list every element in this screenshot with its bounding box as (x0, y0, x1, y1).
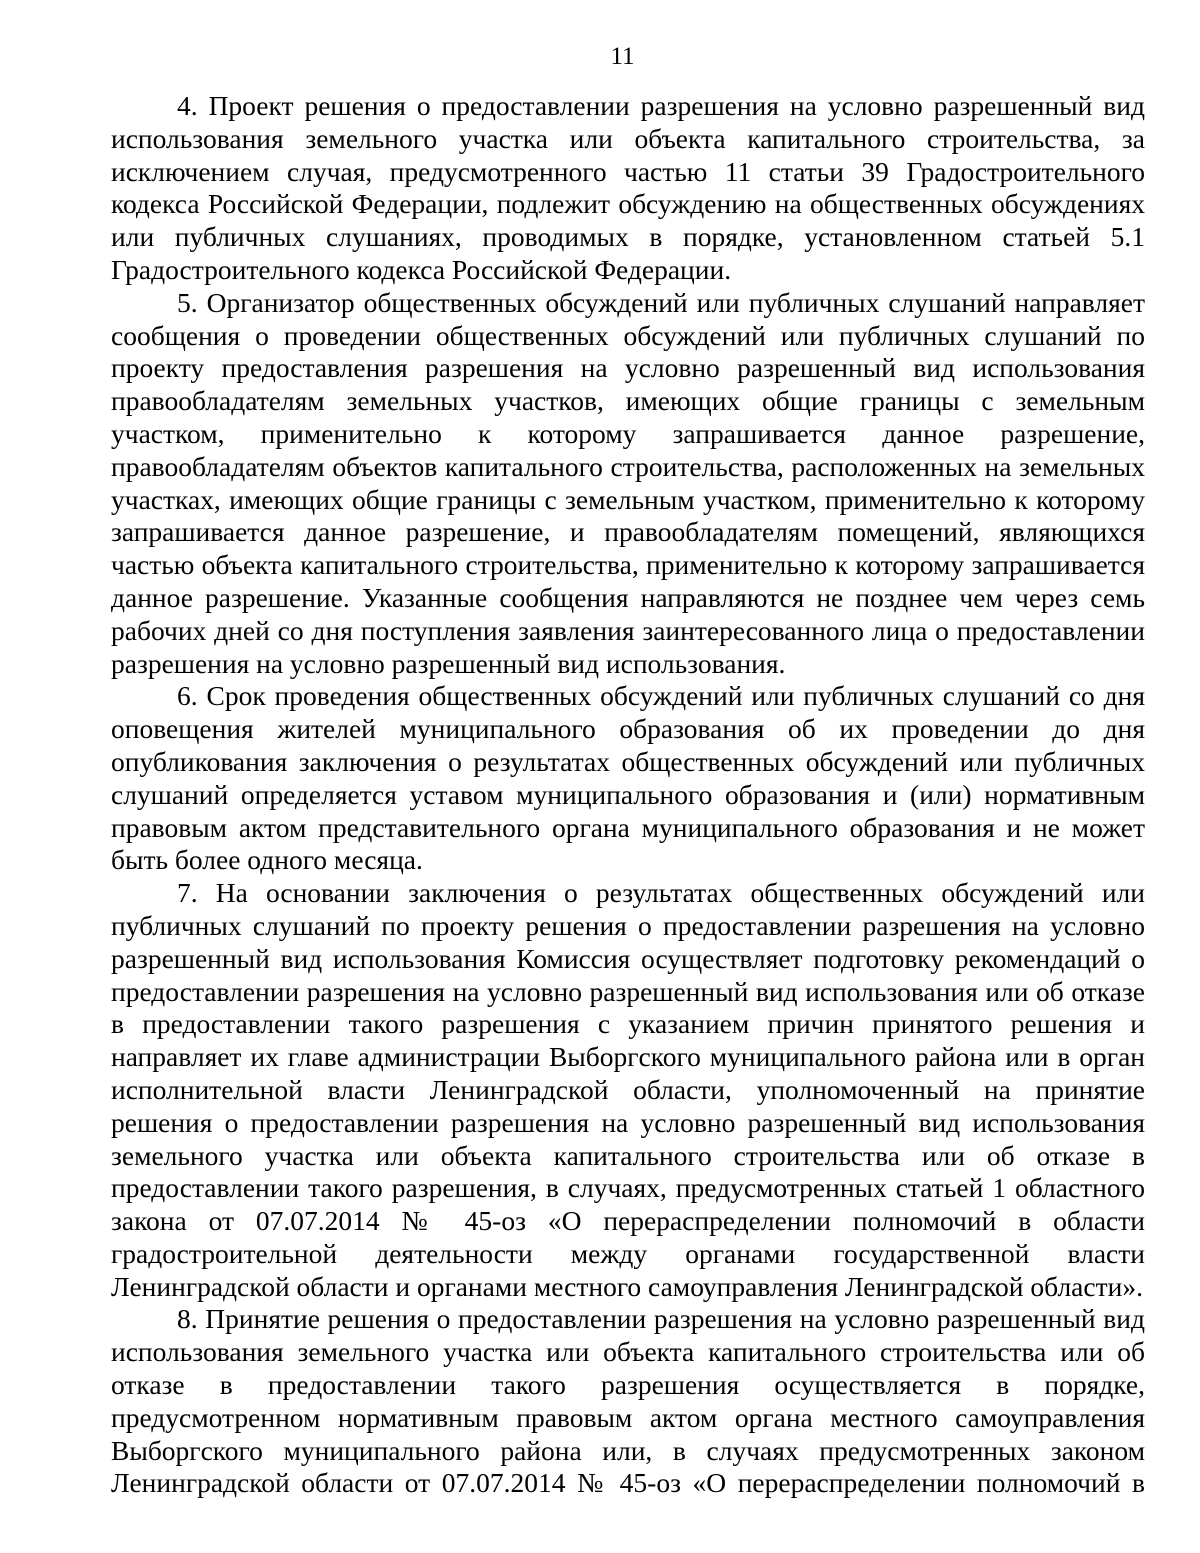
paragraph-7: 7. На основании заключения о результатах общественных обсуждений или публичных слушаний по проекту решения о предоставлении разрешения на условно разрешенный вид использования Комиссия осуществляет подготовку рекомендаций о предоставлении разрешения на условно разрешенный вид использования или об отказе в предоставлении такого разрешения с указанием причин принятого решения и направляет их главе администрации Выборгского муниципального района или в орган исполнительной власти Ленинградской области, уполномоченный на принятие решения о предоставлении разрешения на условно разрешенный вид использования земельного участка или объекта капитального строительства или об отказе в предоставлении такого разрешения, в случаях, предусмотренных статьей 1 областного закона от 07.07.2014 № 45-оз «О перераспределении полномочий в области градостроительной деятельности между органами государственной власти Ленинградской области и органами местного самоуправления Ленинградской области». (111, 877, 1145, 1302)
paragraph-5: 5. Организатор общественных обсуждений или публичных слушаний направляет сообщения о проведении общественных обсуждений или публичных слушаний по проекту предоставления разрешения на условно разрешенный вид использования правообладателям земельных участков, имеющих общие границы с земельным участком, применительно к которому запрашивается данное разрешение, правообладателям объектов капитального строительства, расположенных на земельных участках, имеющих общие границы с земельным участком, применительно к которому запрашивается данное разрешение, и правообладателям помещений, являющихся частью объекта капитального строительства, применительно к которому запрашивается данное разрешение. Указанные сообщения направляются не позднее чем через семь рабочих дней со дня поступления заявления заинтересованного лица о предоставлении разрешения на условно разрешенный вид использования. (111, 286, 1145, 679)
paragraph-4: 4. Проект решения о предоставлении разрешения на условно разрешенный вид использования земельного участка или объекта капитального строительства, за исключением случая, предусмотренного частью 11 статьи 39 Градостроительного кодекса Российской Федерации, подлежит обсуждению на общественных обсуждениях или публичных слушаниях, проводимых в порядке, установленном статьей 5.1 Градостроительного кодекса Российской Федерации. (111, 90, 1145, 285)
document-body (111, 90, 1145, 1500)
paragraph-8: 8. Принятие решения о предоставлении разрешения на условно разрешенный вид использования земельного участка или объекта капитального строительства или об отказе в предоставлении такого разрешения осуществляется в порядке, предусмотренном нормативным правовым актом органа местного самоуправления Выборгского муниципального района или, в случаях предусмотренных законом Ленинградской области от 07.07.2014 № 45-оз «О перераспределении полномочий в (111, 1303, 1145, 1499)
page-number: 11 (610, 43, 635, 70)
paragraph-6: 6. Срок проведения общественных обсуждений или публичных слушаний со дня оповещения жителей муниципального образования об их проведении до дня опубликования заключения о результатах общественных обсуждений или публичных слушаний определяется уставом муниципального образования и (или) нормативным правовым актом представительного органа муниципального образования и не может быть более одного месяца. (111, 680, 1145, 876)
